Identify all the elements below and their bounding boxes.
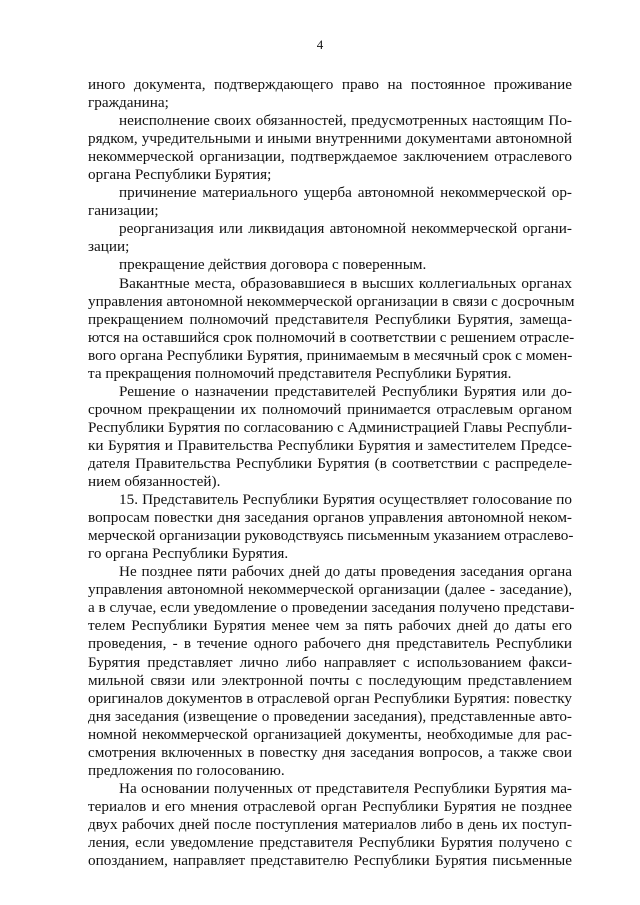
text-line: двух рабочих дней после поступления материалов либо в день их поступ- <box>88 815 572 833</box>
text-line: прекращением полномочий представителя Республики Бурятия, замеща- <box>88 310 572 328</box>
text-line: проведения, - в течение одного рабочего дня представитель Республики <box>88 635 572 653</box>
text-line: неисполнение своих обязанностей, предусмотренных настоящим По- <box>119 112 572 130</box>
text-line: ки Бурятия и Правительства Республики Бурятия и заместителем Предсе- <box>88 436 572 454</box>
text-line: мильной связи или электронной почты с последующим представлением <box>88 671 572 689</box>
text-line: прекращение действия договора с поверенным. <box>119 256 427 274</box>
text-line: реорганизация или ликвидация автономной некоммерческой органи- <box>119 220 572 238</box>
text-line: органа Республики Бурятия; <box>88 166 272 184</box>
text-line: смотрения включенных в повестку дня заседания вопросов, а также свои <box>88 743 572 761</box>
text-line: Решение о назначении представителей Республики Бурятия или до- <box>119 382 572 400</box>
text-line: вопросам повестки дня заседания органов управления автономной неком- <box>88 509 572 527</box>
text-line: нием обязанностей). <box>88 473 221 491</box>
text-line: иного документа, подтверждающего право на постоянное проживание <box>88 76 572 93</box>
text-line: номной некоммерческой организацией документы, необходимые для рас- <box>88 725 572 743</box>
text-line: а в случае, если уведомление о проведении заседания получено представи- <box>88 599 575 617</box>
text-line: некоммерческой организации, подтверждаемое заключением отраслевого <box>88 148 572 166</box>
text-line: управления автономной некоммерческой организации (далее - заседание), <box>88 581 572 599</box>
text-line: го органа Республики Бурятия. <box>88 545 289 563</box>
text-line: ются на оставшийся срок полномочий в соответствии с решением отрасле- <box>88 328 575 346</box>
text-line: Не позднее пяти рабочих дней до даты проведения заседания органа <box>119 563 572 581</box>
text-line: телем Республики Бурятия менее чем за пять рабочих дней до даты его <box>88 617 572 635</box>
page-number: 4 <box>316 37 324 52</box>
document-body <box>88 76 575 870</box>
text-line: рядком, учредительными и иными внутренними документами автономной <box>88 130 572 148</box>
text-line: дня заседания (извещение о проведении заседания), представленные авто- <box>88 707 572 725</box>
text-line: оригиналов документов в отраслевой орган Республики Бурятия: повестку <box>88 689 572 707</box>
text-line: дателя Правительства Республики Бурятия (в соответствии с распределе- <box>88 454 572 472</box>
text-line: та прекращения полномочий представителя Республики Бурятия. <box>88 364 512 382</box>
text-line: ления, если уведомление представителя Республики Бурятия получено с <box>88 833 572 851</box>
text-line: предложения по голосованию. <box>88 761 285 779</box>
text-line: зации; <box>88 238 130 256</box>
text-line: Республики Бурятия по согласованию с Администрацией Главы Республи- <box>88 418 573 436</box>
text-line: гражданина; <box>88 94 169 112</box>
text-line: мерческой организации руководствуясь письменным указанием отраслево- <box>88 527 574 545</box>
text-line: срочном прекращении их полномочий принимается отраслевым органом <box>88 400 572 418</box>
text-line: управления автономной некоммерческой организации в связи с досрочным <box>88 292 575 310</box>
text-line: На основании полученных от представителя Республики Бурятия ма- <box>119 779 572 797</box>
text-line: Бурятия представляет лично либо направляет с использованием факси- <box>88 653 572 671</box>
text-line: опозданием, направляет представителю Республики Бурятия письменные <box>88 852 572 870</box>
text-line: Вакантные места, образовавшиеся в высших коллегиальных органах <box>119 274 572 292</box>
text-line: ганизации; <box>88 202 159 220</box>
text-line: 15. Представитель Республики Бурятия осуществляет голосование по <box>119 491 572 509</box>
text-line: териалов и его мнения отраслевой орган Республики Бурятия не позднее <box>88 797 572 815</box>
text-line: вого органа Республики Бурятия, принимаемым в месячный срок с момен- <box>88 346 573 364</box>
text-line: причинение материального ущерба автономной некоммерческой ор- <box>119 184 572 202</box>
